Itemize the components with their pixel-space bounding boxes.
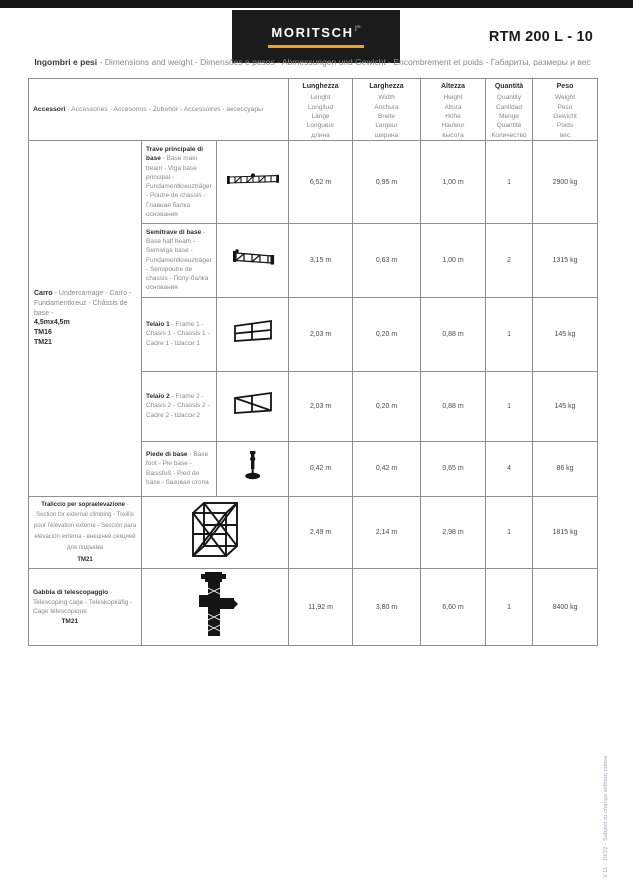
column-header-quantity [486,79,533,141]
quantity-value: 1 [486,569,533,646]
section-title-bold: Ingombri e pesi [34,57,98,67]
tm-code: TM21 [77,556,93,563]
model-title: RTM 200 L - 10 [488,29,593,45]
height-value: 1,00 m [421,224,486,298]
length-value: 2,03 m [289,371,353,441]
col-height-l3: Höhe [445,112,461,120]
height-value: 0,65 m [421,441,486,496]
col-width-bold: Larghezza [369,83,404,90]
brand-name: MORITSCH [271,24,354,40]
col-qty-l3: Menge [499,112,519,120]
length-value: 6,52 m [289,141,353,224]
col-width-l1: Width [378,94,395,102]
width-value: 0,20 m [353,297,421,371]
carro-label-rest: - Undercarriage - Carro - Fundamentkreuz - Châssis de base - [34,290,132,317]
weight-value: 1315 kg [533,224,598,298]
col-weight-bold: Peso [556,83,574,90]
weight-value: 145 kg [533,371,598,441]
length-value: 0,42 m [289,441,353,496]
width-value: 0,20 m [353,371,421,441]
col-qty-bold: Quantità [494,83,524,90]
dimensions-weight-table [28,78,598,646]
quantity-value: 1 [486,297,533,371]
col-height-l4: Hauteur [441,122,465,130]
row-description: Piede di base - Base foot - Pie base - Basisfuß - Pied de base - базовая стопа [142,441,217,496]
tm-code: TM21 [61,618,79,626]
base-half-beam-drawing [217,224,289,298]
width-value: 2,14 m [353,496,421,569]
weight-value: 86 kg [533,441,598,496]
row-description: Telaio 1 - Frame 1 - Chasis 1 - Chassis 1 - Cadre 1 - Шасси 1 [142,297,217,371]
col-qty-l1: Quantity [496,94,522,102]
col-length-l3: Länge [311,112,330,120]
height-value: 1,00 m [421,141,486,224]
carro-label-bold: Carro [34,290,53,297]
col-height-l5: высота [442,131,464,139]
carro-tm21: TM21 [34,338,52,346]
col-weight-l5: вес [559,131,571,139]
col-qty-l5: Количество [491,131,527,139]
accessories-header-cell [29,79,289,141]
quantity-value: 1 [486,141,533,224]
height-value: 0,88 m [421,297,486,371]
section-title-rest: - Dimensions and weight - Dimensões e pesos - Abmessungen und Gewicht - Encombrement et poids - Габариты, размеры и вес [97,57,591,67]
column-header-width [353,79,421,141]
length-value: 2,03 m [289,297,353,371]
quantity-value: 2 [486,224,533,298]
col-weight-l3: Gewicht [553,112,577,120]
col-length-l2: Longitud [308,103,333,111]
base-main-beam-drawing [217,141,289,224]
height-value: 6,60 m [421,569,486,646]
height-value: 2,98 m [421,496,486,569]
col-height-l2: Altura [444,103,462,111]
col-length-l4: Longueur [306,122,335,130]
width-value: 3,80 m [353,569,421,646]
accessories-label-bold: Accessori [33,106,66,114]
quantity-value: 4 [486,441,533,496]
length-value: 11,92 m [289,569,353,646]
col-width-l3: Breite [378,112,395,120]
row-description: Gabbia di telescopaggio - Telescoping cage - Teleskopkäfig - Cage télescopique TM21 [29,569,142,646]
weight-value: 1815 kg [533,496,598,569]
col-length-l5: длина [311,131,330,139]
length-value: 2,49 m [289,496,353,569]
col-qty-l4: Quantité [496,122,522,130]
col-weight-l1: Weight [554,94,576,102]
row-description: Trave principale di base - Base main beam - Viga base principal - Fundamentkreuzträger - Poutre de chassis - Главная балка основания [142,141,217,224]
climbing-section-drawing [142,496,289,569]
version-note: V.11 - 10/22 - Subject to change without notice [603,755,609,878]
telescoping-cage-drawing [142,569,289,646]
quantity-value: 1 [486,496,533,569]
header-row [29,79,598,141]
accessories-label-rest: - Accessories - Accesorios - Zubehör - Accessoires - аксессуары [65,106,263,114]
frame-1-drawing [217,297,289,371]
table-row-trave-principale [29,141,598,224]
col-height-l1: Height [443,94,463,102]
col-weight-l4: Poids [556,122,574,130]
moritsch-logo [232,10,400,63]
col-width-l2: Anchura [374,103,399,111]
table-row-gabbia [29,569,598,646]
carro-tm16: TM16 [34,329,52,337]
width-value: 0,63 m [353,224,421,298]
brand-year: 1958 [354,24,361,33]
weight-value: 8400 kg [533,569,598,646]
row-description: Telaio 2 - Frame 2 - Chasis 2 - Chassis 2 - Cadre 2 - Шасси 2 [142,371,217,441]
frame-2-drawing [217,371,289,441]
column-header-height [421,79,486,141]
weight-value: 145 kg [533,297,598,371]
col-length-bold: Lunghezza [302,83,339,90]
group-cell-carro [29,141,142,496]
carro-size: 4,5mx4,5m [34,319,70,327]
col-length-l1: Lenght [310,94,331,102]
quantity-value: 1 [486,371,533,441]
col-qty-l2: Cantidad [496,103,523,111]
col-width-l4: Largeur [375,122,398,130]
height-value: 0,88 m [421,371,486,441]
top-black-bar [0,0,633,8]
width-value: 0,95 m [353,141,421,224]
weight-value: 2900 kg [533,141,598,224]
width-value: 0,42 m [353,441,421,496]
table-row-traliccio [29,496,598,569]
length-value: 3,15 m [289,224,353,298]
logo-underline [268,45,364,48]
base-foot-drawing [217,441,289,496]
row-description: Semitrave di base - Base half beam - Semiviga base - Fundamentkreuzträger - Semipoutre de chassis - Полу-балка основания [142,224,217,298]
row-description: Traliccio per sopraelevazione - Section for external climbing - Treillis pour l'élévation externe - Sección para elevación externa - внешней секцией для подъема TM21 [29,496,142,569]
col-weight-l2: Peso [557,103,573,111]
section-title [28,57,597,67]
col-width-l5: ширина [374,131,399,139]
column-header-length [289,79,353,141]
col-height-bold: Altezza [440,83,466,90]
column-header-weight [533,79,598,141]
